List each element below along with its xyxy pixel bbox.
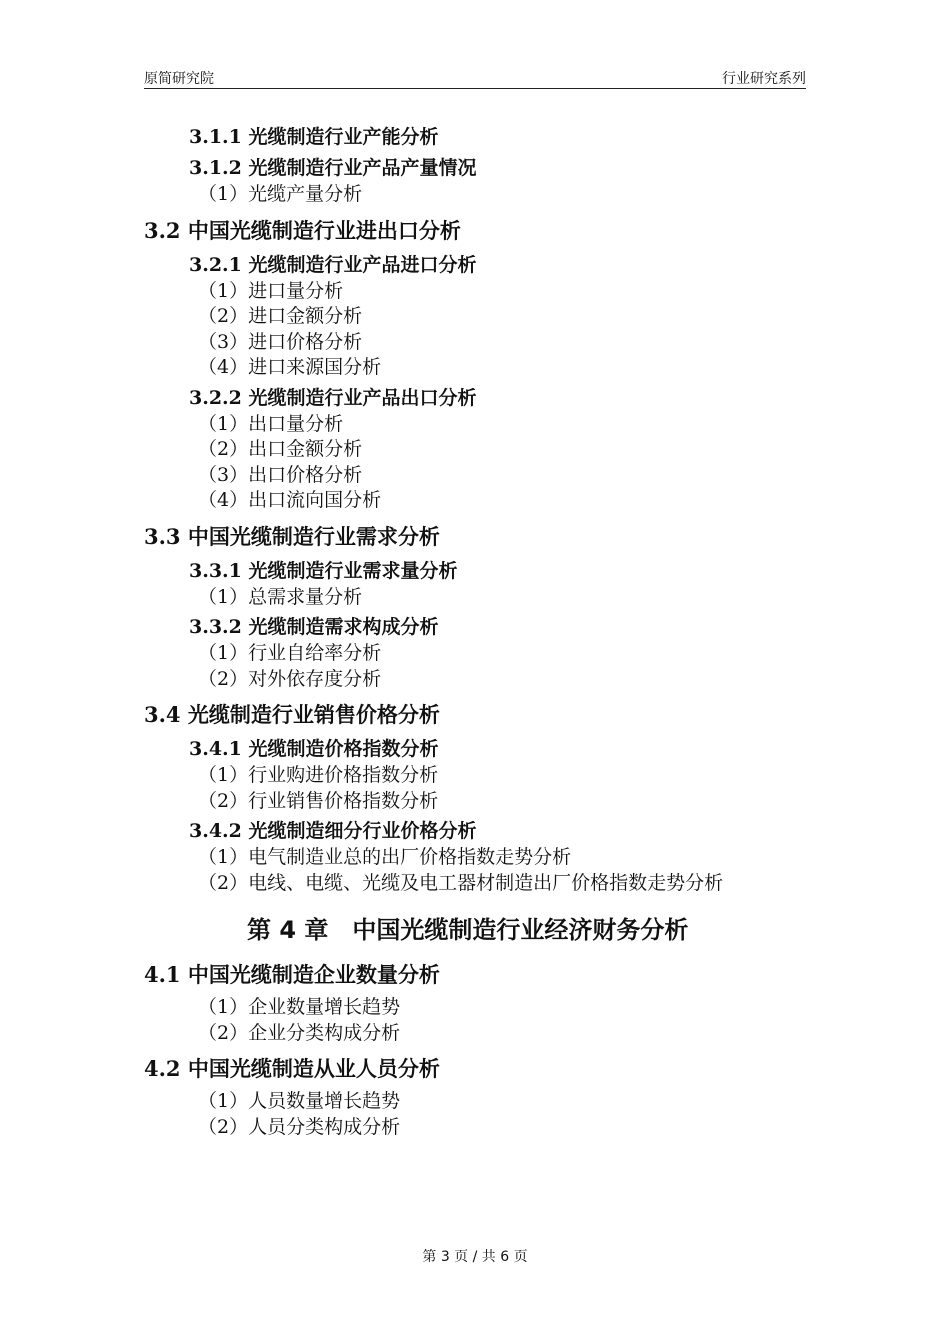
subsection-heading: 3.4.1 光缆制造价格指数分析 — [189, 738, 439, 760]
toc-item: （1）行业自给率分析 — [198, 642, 382, 664]
toc-item: （1）企业数量增长趋势 — [198, 996, 401, 1018]
subsection-heading: 3.1.1 光缆制造行业产能分析 — [189, 126, 439, 148]
toc-item: （3）出口价格分析 — [198, 463, 363, 486]
toc-item: （1）电气制造业总的出厂价格指数走势分析 — [198, 846, 572, 868]
toc-item: （1）人员数量增长趋势 — [198, 1090, 401, 1112]
section-heading: 3.4 光缆制造行业销售价格分析 — [144, 702, 440, 727]
subsection-heading: 3.1.2 光缆制造行业产品产量情况 — [189, 157, 477, 179]
section-heading: 3.2 中国光缆制造行业进出口分析 — [144, 217, 461, 243]
toc-item: （1）行业购进价格指数分析 — [198, 764, 439, 786]
subsection-heading: 3.2.2 光缆制造行业产品出口分析 — [189, 386, 477, 409]
toc-item: （2）电线、电缆、光缆及电工器材制造出厂价格指数走势分析 — [198, 871, 724, 894]
toc-item: （4）出口流向国分析 — [198, 489, 382, 511]
toc-item: （2）企业分类构成分析 — [198, 1021, 401, 1044]
toc-item: （1）出口量分析 — [198, 412, 344, 435]
subsection-heading: 3.3.2 光缆制造需求构成分析 — [189, 616, 439, 638]
toc-item: （2）人员分类构成分析 — [198, 1115, 401, 1138]
toc-item: （2）行业销售价格指数分析 — [198, 789, 439, 812]
toc-item: （2）进口金额分析 — [198, 305, 363, 327]
toc-item: （1）进口量分析 — [198, 279, 344, 302]
section-heading: 4.1 中国光缆制造企业数量分析 — [144, 962, 440, 987]
toc-item: （3）进口价格分析 — [198, 330, 363, 353]
header-left-title: 原简研究院 — [144, 71, 214, 87]
toc-item: （1）光缆产量分析 — [198, 183, 363, 205]
subsection-heading: 3.3.1 光缆制造行业需求量分析 — [189, 559, 458, 582]
chapter-heading: 第 4 章 中国光缆制造行业经济财务分析 — [247, 916, 689, 944]
header-divider — [144, 88, 806, 89]
toc-item: （1）总需求量分析 — [198, 585, 363, 608]
toc-item: （2）对外依存度分析 — [198, 667, 382, 690]
subsection-heading: 3.4.2 光缆制造细分行业价格分析 — [189, 820, 477, 842]
header-right-title: 行业研究系列 — [722, 71, 806, 87]
section-heading: 3.3 中国光缆制造行业需求分析 — [144, 523, 440, 549]
page-number: 第 3 页 / 共 6 页 — [422, 1249, 528, 1265]
subsection-heading: 3.2.1 光缆制造行业产品进口分析 — [189, 253, 477, 276]
toc-item: （2）出口金额分析 — [198, 438, 363, 460]
table-of-contents — [144, 120, 824, 1140]
section-heading: 4.2 中国光缆制造从业人员分析 — [144, 1056, 440, 1081]
toc-item: （4）进口来源国分析 — [198, 356, 382, 378]
